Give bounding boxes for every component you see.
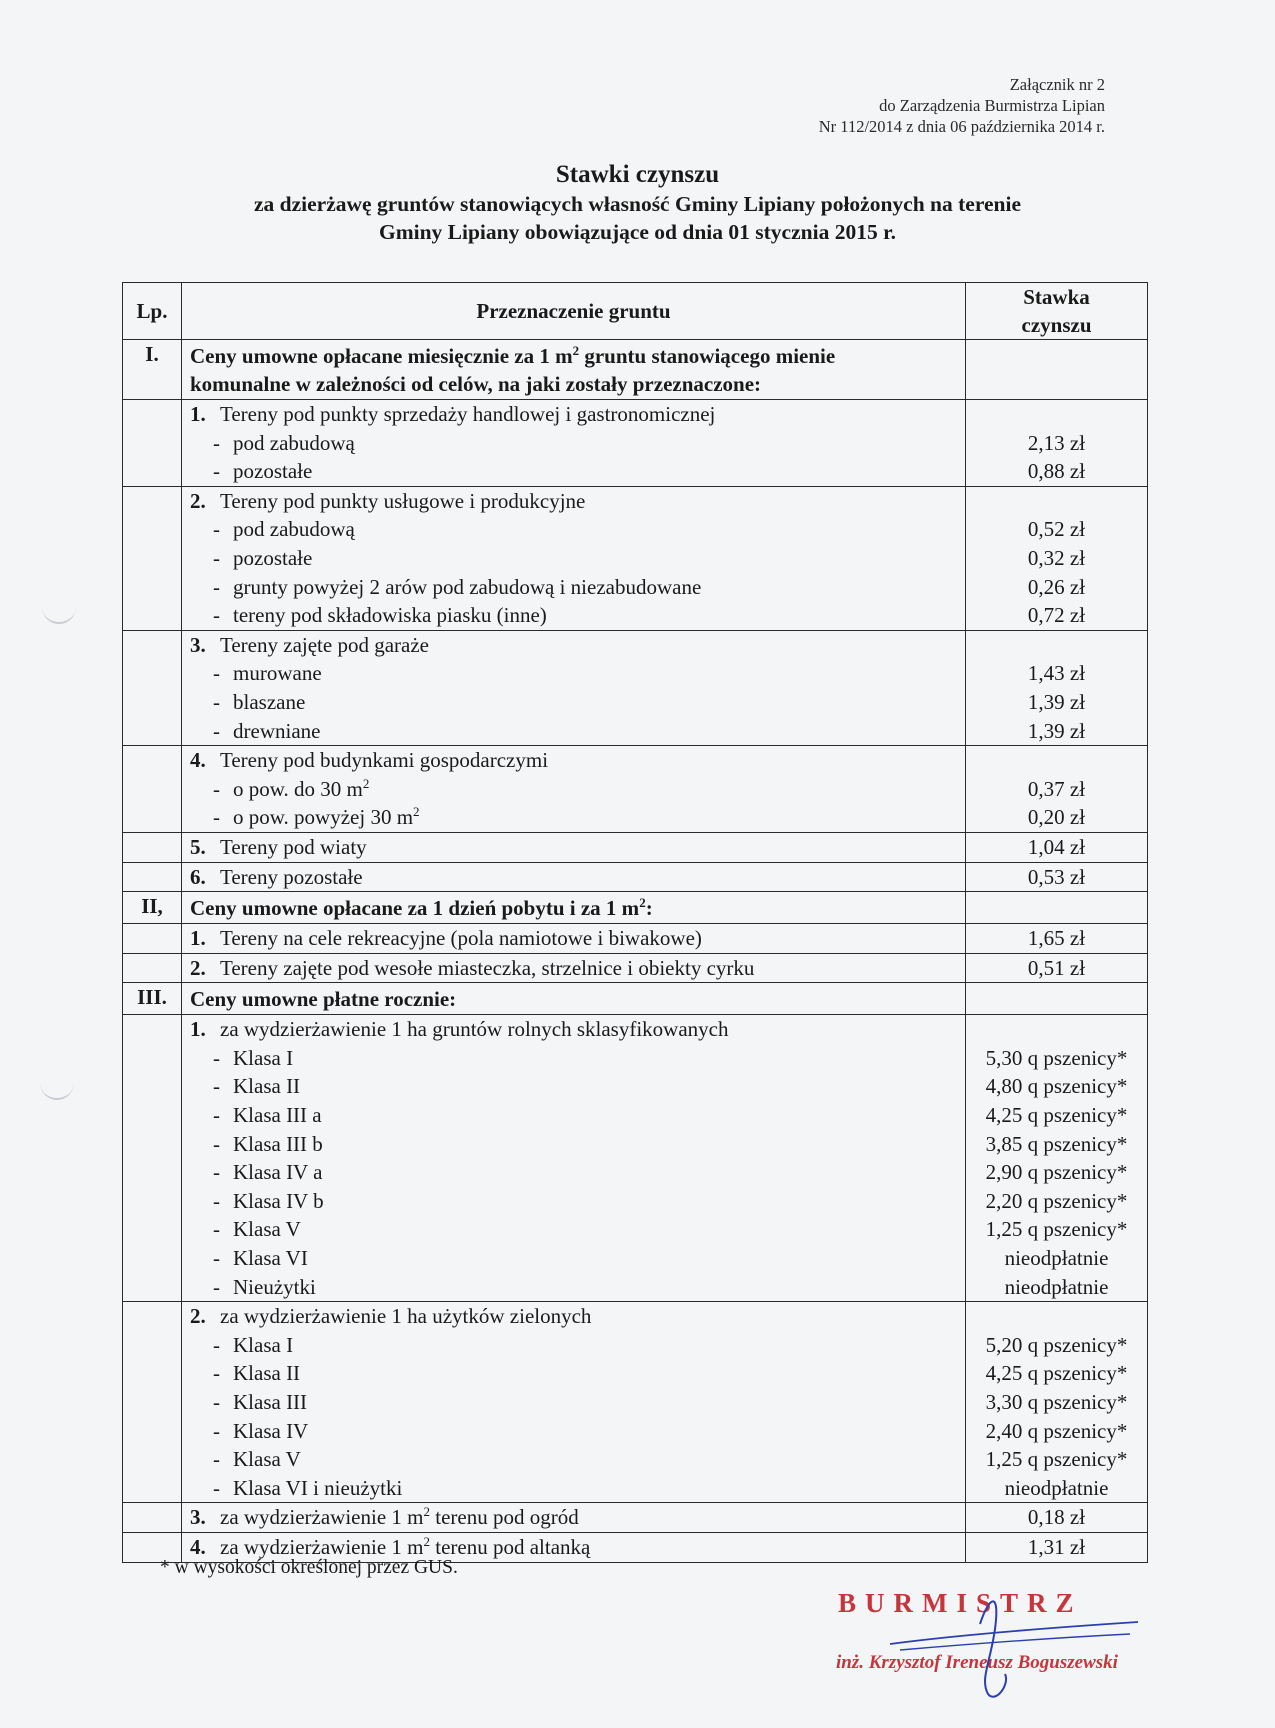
table-header-row (123, 283, 1148, 340)
list-item (190, 1101, 959, 1130)
item-text: Klasa IV (233, 1418, 309, 1443)
dash-bullet: - (213, 517, 220, 542)
rate-value: 1,31 zł (1027, 1534, 1086, 1559)
item-text: drewniane (233, 718, 321, 743)
description-cell (182, 746, 966, 833)
section-title (182, 340, 966, 400)
group-number: 1. (190, 402, 206, 426)
item-text: Nieużytki (233, 1274, 316, 1299)
list-item (190, 1417, 959, 1446)
rate-cell (966, 862, 1148, 892)
description-cell (182, 1015, 966, 1302)
rate-value: 1,65 zł (1027, 926, 1086, 951)
lp-cell-empty (123, 400, 182, 487)
lp-cell-empty (123, 924, 182, 954)
lp-cell-empty (123, 862, 182, 892)
item-text: Klasa III b (233, 1131, 323, 1156)
item-text: blaszane (233, 689, 306, 714)
description-cell (182, 400, 966, 487)
dash-bullet: - (213, 805, 220, 830)
rate-cell (966, 630, 1148, 745)
list-item (190, 515, 959, 544)
section-number: II, (123, 892, 182, 924)
list-item (190, 1215, 959, 1244)
rate-value: 1,25 q pszenicy* (985, 1217, 1128, 1242)
rate-value: 4,80 q pszenicy* (985, 1074, 1128, 1099)
punch-hole-mark (40, 1076, 74, 1100)
list-item (190, 457, 959, 486)
section-number: I. (123, 340, 182, 400)
group-number: 4. (190, 1534, 206, 1559)
item-text: pozostałe (233, 545, 313, 570)
list-item (190, 1331, 959, 1360)
dash-bullet: - (213, 1246, 220, 1271)
rate-cell (966, 746, 1148, 833)
group-text: Tereny zajęte pod garaże (220, 632, 429, 657)
item-text: Klasa III (233, 1390, 308, 1414)
list-item (190, 429, 959, 458)
group-number: 2. (190, 955, 206, 980)
header-rate (966, 283, 1148, 340)
rate-value: 0,37 zł (1027, 776, 1086, 801)
list-item (190, 659, 959, 688)
group-heading (190, 746, 959, 775)
lp-cell-empty (123, 1302, 182, 1503)
title-subtitle: Gminy Lipiany obowiązujące od dnia 01 stycznia 2015 r. (378, 220, 897, 244)
dash-bullet: - (213, 1361, 220, 1386)
lp-cell-empty (123, 953, 182, 983)
section-title-text: Ceny umowne opłacane miesięcznie za 1 m (190, 344, 573, 368)
rate-value: 0,88 zł (1027, 459, 1086, 484)
rate-value: 1,25 q pszenicy* (985, 1447, 1128, 1472)
group-text: Tereny pod punkty sprzedaży handlowej i gastronomicznej (220, 402, 716, 426)
dash-bullet: - (213, 1390, 220, 1414)
item-text: Klasa V (233, 1447, 301, 1472)
group-text: za wydzierżawienie 1 ha użytków zielonych (220, 1304, 592, 1329)
dash-bullet: - (213, 1217, 220, 1242)
rate-value (966, 400, 1147, 429)
item-text: Klasa V (233, 1217, 301, 1242)
item-text: Klasa I (233, 1045, 294, 1070)
annex-reference (819, 74, 1105, 137)
dash-bullet: - (213, 1188, 220, 1213)
dash-bullet: - (213, 689, 220, 714)
list-item (190, 775, 959, 804)
document-title (0, 160, 1275, 246)
rate-value: 0,51 zł (1027, 955, 1086, 980)
item-text: grunty powyżej 2 arów pod zabudową i niezabudowane (233, 574, 702, 599)
group-text: Tereny pod punkty usługowe i produkcyjne (220, 488, 586, 513)
item-text: Klasa IV a (233, 1160, 323, 1185)
description-cell (182, 862, 966, 892)
table-row (123, 1302, 1148, 1503)
stamp-title: BURMISTRZ (838, 1588, 1083, 1618)
group-number: 6. (190, 864, 206, 889)
group-heading (190, 487, 959, 516)
rate-value (966, 487, 1147, 516)
rate-cell (966, 1503, 1148, 1533)
description-cell (182, 832, 966, 862)
dash-bullet: - (213, 1045, 220, 1070)
rate-value: nieodpłatnie (1004, 1274, 1109, 1299)
rate-cell (966, 924, 1148, 954)
rate-value: 2,20 q pszenicy* (985, 1188, 1128, 1213)
lp-cell-empty (123, 746, 182, 833)
annex-line: Nr 112/2014 z dnia 06 października 2014 r. (818, 117, 1105, 136)
superscript: 2 (423, 1504, 430, 1520)
item-text: tereny pod składowiska piasku (inne) (233, 603, 547, 628)
group-heading (190, 833, 959, 862)
item-text: Klasa II (233, 1074, 301, 1099)
section-title-text: : (645, 896, 653, 921)
dash-bullet: - (213, 430, 220, 455)
rate-value: 3,85 q pszenicy* (985, 1131, 1128, 1156)
group-text: za wydzierżawienie 1 m (220, 1534, 424, 1559)
title-main: Stawki czynszu (555, 161, 720, 188)
superscript: 2 (639, 895, 646, 911)
item-text: o pow. do 30 m (233, 776, 363, 801)
item-text: Klasa II (233, 1361, 301, 1386)
rate-cell-empty (966, 340, 1148, 400)
table-row (123, 832, 1148, 862)
rate-value: 0,53 zł (1027, 864, 1086, 889)
group-heading (190, 400, 959, 429)
rate-value: nieodpłatnie (1004, 1246, 1109, 1271)
description-cell (182, 1503, 966, 1533)
dash-bullet: - (213, 1131, 220, 1156)
item-text: Klasa I (233, 1332, 294, 1357)
list-item (190, 717, 959, 746)
section-title (182, 892, 966, 924)
rate-cell (966, 1532, 1148, 1562)
description-cell (182, 1302, 966, 1503)
rates-table (122, 282, 1148, 1563)
stamp-name: inż. Krzysztof Ireneusz Boguszewski (836, 1652, 1118, 1673)
table-row (123, 924, 1148, 954)
section-row (123, 892, 1148, 924)
superscript: 2 (572, 343, 580, 358)
rate-value: 2,13 zł (1027, 430, 1086, 455)
group-text: Tereny pod wiaty (220, 834, 367, 859)
table-row (123, 630, 1148, 745)
group-number: 3. (190, 1505, 206, 1530)
rate-cell-empty (966, 983, 1148, 1015)
group-heading (190, 631, 959, 660)
item-text: pozostałe (233, 459, 313, 484)
list-item (190, 1158, 959, 1187)
list-item (190, 1273, 959, 1302)
section-title (182, 983, 966, 1015)
dash-bullet: - (213, 1475, 220, 1500)
lp-cell-empty (123, 832, 182, 862)
dash-bullet: - (213, 459, 220, 484)
list-item (190, 688, 959, 717)
section-number: III. (123, 983, 182, 1015)
table-row (123, 1503, 1148, 1533)
dash-bullet: - (213, 545, 220, 570)
group-heading (190, 954, 959, 983)
list-item (190, 1445, 959, 1474)
dash-bullet: - (213, 776, 220, 801)
table-row (123, 486, 1148, 630)
signature-scribble (830, 1584, 1150, 1704)
title-subtitle: za dzierżawę gruntów stanowiących własność Gminy Lipiany położonych na terenie (253, 192, 1022, 216)
list-item (190, 573, 959, 602)
header-rate-line: Stawka (1023, 285, 1090, 309)
header-description: Przeznaczenie gruntu (182, 283, 966, 340)
list-item (190, 1359, 959, 1388)
header-rate-line: czynszu (1021, 313, 1092, 337)
group-heading (190, 1302, 959, 1331)
group-number: 2. (190, 488, 206, 513)
item-text: Klasa IV b (233, 1188, 324, 1213)
group-text: terenu pod ogród (429, 1505, 579, 1530)
list-item (190, 601, 959, 630)
section-row (123, 340, 1148, 400)
list-item (190, 1044, 959, 1073)
dash-bullet: - (213, 661, 220, 686)
rate-value: 1,39 zł (1027, 689, 1086, 714)
item-text: Klasa III a (233, 1103, 322, 1128)
table-body (123, 340, 1148, 1563)
rate-cell-empty (966, 892, 1148, 924)
rate-value: 4,25 q pszenicy* (985, 1103, 1128, 1128)
group-number: 4. (190, 748, 206, 773)
table-row (123, 862, 1148, 892)
annex-line: Załącznik nr 2 (1009, 75, 1105, 94)
list-item (190, 1130, 959, 1159)
rate-value: 4,25 q pszenicy* (985, 1361, 1128, 1386)
rate-value: 0,18 zł (1027, 1505, 1086, 1530)
rate-cell (966, 832, 1148, 862)
lp-cell-empty (123, 1503, 182, 1533)
dash-bullet: - (213, 1103, 220, 1128)
group-text: terenu pod altanką (429, 1534, 591, 1559)
rate-value: 1,39 zł (1027, 718, 1086, 743)
section-title-text: gruntu stanowiącego mienie (579, 344, 836, 368)
dash-bullet: - (213, 718, 220, 743)
rate-value: 1,43 zł (1027, 661, 1086, 686)
rate-cell (966, 953, 1148, 983)
rate-value (966, 1302, 1147, 1331)
group-text: Tereny na cele rekreacyjne (pola namiotowe i biwakowe) (220, 926, 702, 951)
table-row (123, 746, 1148, 833)
section-title-text: Ceny umowne płatne rocznie: (190, 987, 457, 1012)
rate-value: 5,20 q pszenicy* (985, 1332, 1128, 1357)
group-heading (190, 924, 959, 953)
rate-value: 0,32 zł (1027, 545, 1086, 570)
superscript: 2 (362, 775, 370, 791)
rate-value: 1,04 zł (1027, 834, 1086, 859)
superscript: 2 (413, 804, 420, 820)
item-text: Klasa VI i nieużytki (233, 1475, 403, 1500)
description-cell (182, 630, 966, 745)
rate-value: 2,90 q pszenicy* (985, 1160, 1128, 1185)
superscript: 2 (423, 1533, 430, 1549)
description-cell (182, 953, 966, 983)
item-text: pod zabudową (233, 430, 355, 455)
rate-value: 0,26 zł (1027, 574, 1086, 599)
group-heading (190, 1503, 959, 1532)
rate-cell (966, 486, 1148, 630)
list-item (190, 544, 959, 573)
dash-bullet: - (213, 1160, 220, 1185)
dash-bullet: - (213, 1418, 220, 1443)
rate-value: 5,30 q pszenicy* (985, 1045, 1128, 1070)
dash-bullet: - (213, 1274, 220, 1299)
rate-value: 2,40 q pszenicy* (985, 1418, 1128, 1443)
group-number: 1. (190, 1017, 206, 1042)
group-number: 1. (190, 926, 206, 951)
description-cell (182, 924, 966, 954)
group-number: 3. (190, 632, 206, 657)
dash-bullet: - (213, 603, 220, 628)
group-text: Tereny pod budynkami gospodarczymi (220, 748, 549, 773)
rate-value: 0,20 zł (1027, 805, 1086, 830)
dash-bullet: - (213, 574, 220, 599)
rate-value: 0,52 zł (1027, 517, 1086, 542)
rate-value: 0,72 zł (1027, 603, 1086, 628)
rate-value (966, 631, 1147, 660)
group-text: Tereny pozostałe (220, 864, 363, 889)
rate-value (966, 1015, 1147, 1044)
list-item (190, 1388, 959, 1417)
group-number: 2. (190, 1304, 206, 1329)
list-item (190, 1474, 959, 1503)
dash-bullet: - (213, 1447, 220, 1472)
mayor-stamp (830, 1584, 1150, 1704)
group-text: za wydzierżawienie 1 ha gruntów rolnych sklasyfikowanych (220, 1017, 729, 1042)
rate-cell (966, 1015, 1148, 1302)
footnote: * w wysokości określonej przez GUS. (160, 1557, 458, 1578)
lp-cell-empty (123, 630, 182, 745)
table-row (123, 400, 1148, 487)
lp-cell-empty (123, 486, 182, 630)
list-item (190, 1244, 959, 1273)
group-heading (190, 1015, 959, 1044)
table-row (123, 953, 1148, 983)
list-item (190, 1072, 959, 1101)
rate-value: nieodpłatnie (1004, 1475, 1109, 1500)
lp-cell-empty (123, 1015, 182, 1302)
list-item (190, 1187, 959, 1216)
item-text: murowane (233, 661, 322, 686)
section-title-text: Ceny umowne opłacane za 1 dzień pobytu i za 1 m (190, 896, 640, 921)
table-row (123, 1015, 1148, 1302)
section-title-text: komunalne w zależności od celów, na jaki zostały przeznaczone: (190, 372, 762, 396)
rate-value: 3,30 q pszenicy* (985, 1390, 1128, 1414)
item-text: o pow. powyżej 30 m (233, 805, 414, 830)
description-cell (182, 486, 966, 630)
dash-bullet: - (213, 1074, 220, 1099)
group-text: Tereny zajęte pod wesołe miasteczka, strzelnice i obiekty cyrku (220, 955, 755, 980)
item-text: pod zabudową (233, 517, 355, 542)
rate-cell (966, 400, 1148, 487)
rate-cell (966, 1302, 1148, 1503)
group-number: 5. (190, 834, 206, 859)
dash-bullet: - (213, 1332, 220, 1357)
annex-line: do Zarządzenia Burmistrza Lipian (879, 96, 1105, 115)
group-heading (190, 863, 959, 892)
group-text: za wydzierżawienie 1 m (220, 1505, 424, 1530)
punch-hole-mark (42, 600, 76, 624)
rate-value (966, 746, 1147, 775)
list-item (190, 803, 959, 832)
header-lp: Lp. (123, 283, 182, 340)
item-text: Klasa VI (233, 1246, 308, 1271)
section-row (123, 983, 1148, 1015)
